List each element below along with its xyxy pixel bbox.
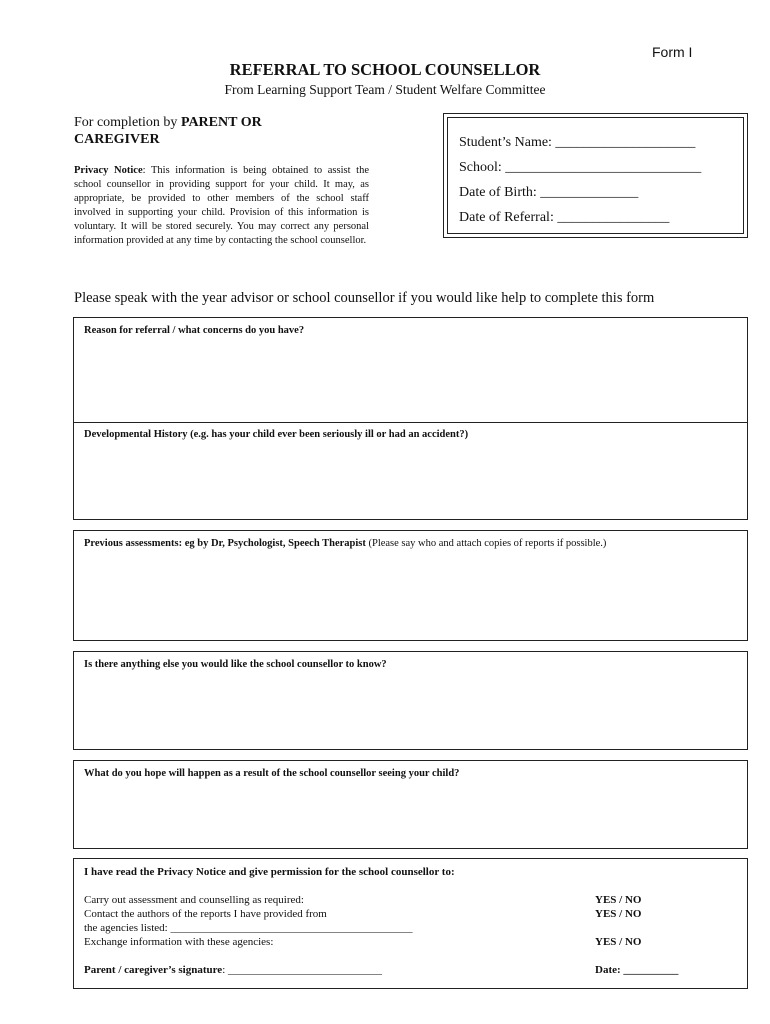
date-field[interactable]: Date: __________ (595, 964, 679, 976)
completion-who-line1: PARENT OR (180, 115, 262, 130)
yes-no-assessment[interactable]: YES / NO (595, 894, 642, 906)
page-subtitle: From Learning Support Team / Student Welfare Committee (224, 82, 546, 97)
completion-note (74, 114, 324, 148)
signature-label: Parent / caregiver’s signature (84, 964, 223, 976)
developmental-answer-area[interactable] (84, 442, 737, 513)
anything-else-box[interactable] (73, 651, 748, 750)
help-note: Please speak with the year advisor or school counsellor if you would like help to complete this form (74, 290, 655, 306)
privacy-label: Privacy Notice (74, 165, 143, 176)
school-field[interactable]: School: ____________________________ (459, 160, 702, 175)
page-title: REFERRAL TO SCHOOL COUNSELLOR (229, 60, 541, 79)
student-details-inner-border (447, 117, 744, 234)
assessments-label (84, 538, 606, 549)
date-of-birth-field[interactable]: Date of Birth: ______________ (459, 185, 639, 200)
privacy-text: : This information is being obtained to assist the school counsellor in providing support for your child. It may, as appropriate, be provided to other members of the school staff involved in supporting your child. Provision of this information is voluntary. It will be stored securely. You may correct any personal information provided at any time by contacting the school counsellor. (74, 165, 369, 246)
reason-developmental-box (73, 317, 748, 520)
anything-else-label: Is there anything else you would like the school counsellor to know? (84, 659, 387, 670)
privacy-notice (74, 164, 369, 248)
student-name-field[interactable]: Student’s Name: ____________________ (459, 135, 696, 150)
developmental-label: Developmental History (e.g. has your child ever been seriously ill or had an accident?) (84, 429, 469, 440)
assessments-box[interactable] (73, 530, 748, 641)
hope-label: What do you hope will happen as a result of the school counsellor seeing your child? (84, 768, 460, 779)
assessments-note: (Please say who and attach copies of reports if possible.) (365, 538, 607, 549)
yes-no-contact[interactable]: YES / NO (595, 908, 642, 920)
agencies-listed-field[interactable]: the agencies listed: ____________________________________________ (84, 922, 413, 934)
student-details-box (443, 113, 748, 238)
reason-answer-area[interactable] (84, 336, 737, 418)
completion-who-line2: CAREGIVER (74, 132, 160, 147)
date-of-referral-field[interactable]: Date of Referral: ________________ (459, 210, 670, 225)
form-id: Form I (652, 44, 693, 60)
reason-label: Reason for referral / what concerns do you have? (84, 325, 305, 336)
yes-no-exchange[interactable]: YES / NO (595, 936, 642, 948)
hope-box[interactable] (73, 760, 748, 849)
signature-field[interactable] (84, 964, 382, 976)
permission-box (73, 858, 748, 989)
completion-prefix: For completion by (74, 115, 181, 130)
section-divider (74, 422, 747, 423)
permission-heading: I have read the Privacy Notice and give permission for the school counsellor to: (84, 866, 455, 878)
permission-item-exchange: Exchange information with these agencies: (84, 936, 274, 948)
permission-item-assessment: Carry out assessment and counselling as required: (84, 894, 304, 906)
signature-blank: : ____________________________ (222, 964, 382, 976)
assessments-label-bold: Previous assessments: eg by Dr, Psychologist, Speech Therapist (84, 538, 366, 549)
permission-item-contact-line1: Contact the authors of the reports I have provided from (84, 908, 327, 920)
